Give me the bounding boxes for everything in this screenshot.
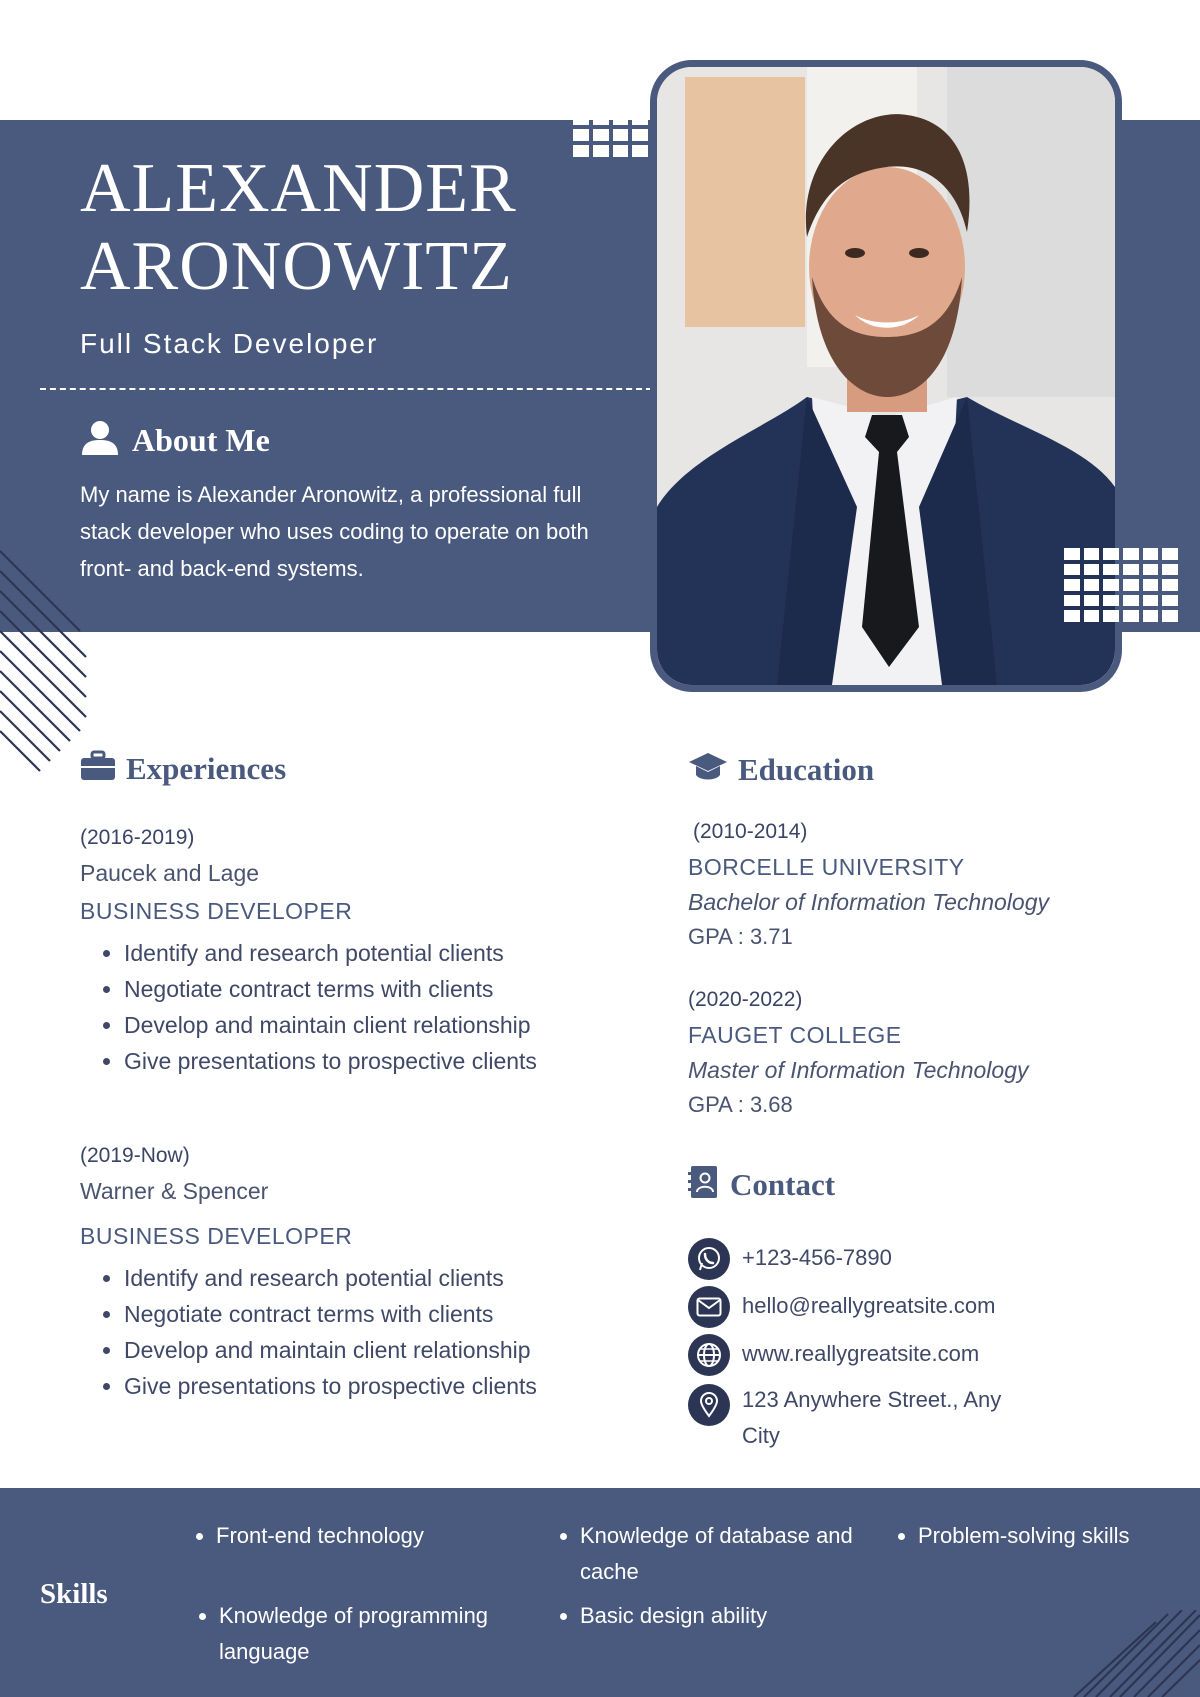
experience-item: [80, 1144, 640, 1404]
name-line-1: ALEXANDER: [80, 150, 517, 227]
education-heading: [688, 750, 874, 789]
contact-heading: [688, 1164, 835, 1205]
list-item: • Knowledge of database and cache: [580, 1518, 854, 1590]
whatsapp-icon: [688, 1238, 730, 1280]
contact-email: [688, 1286, 995, 1328]
education-period: (2020-2022): [688, 988, 803, 1011]
education-item: [688, 988, 1168, 1118]
education-degree: Master of Information Technology: [688, 1057, 1029, 1083]
list-item: • Problem-solving skills: [918, 1518, 1192, 1554]
website-address: www.reallygreatsite.com: [742, 1341, 980, 1366]
experience-item: [80, 826, 640, 1079]
skill-item: [892, 1518, 1192, 1554]
dashed-divider: [40, 388, 652, 390]
about-heading-text: About Me: [132, 421, 270, 458]
skills-label: Skills: [40, 1578, 108, 1610]
phone-number: +123-456-7890: [742, 1245, 892, 1270]
list-item: • Give presentations to prospective clients: [124, 1043, 640, 1079]
list-item: • Identify and research potential clients: [124, 1260, 640, 1296]
skill-item: [554, 1598, 854, 1634]
decorative-stripes-bottom-right: [1070, 1610, 1200, 1697]
experience-bullets: [80, 1260, 640, 1404]
experience-company: Paucek and Lage: [80, 860, 260, 886]
education-item: [688, 820, 1168, 950]
profile-photo: [650, 60, 1122, 692]
mail-icon: [688, 1286, 730, 1328]
list-item: • Negotiate contract terms with clients: [124, 1296, 640, 1332]
education-heading-text: Education: [738, 751, 875, 787]
experiences-heading: [80, 750, 286, 787]
experience-period: (2019-Now): [80, 1144, 190, 1167]
globe-icon: [688, 1334, 730, 1376]
experiences-heading-text: Experiences: [126, 750, 287, 786]
decorative-grid-right: [1064, 548, 1178, 622]
contact-book-icon: [688, 1164, 720, 1205]
location-pin-icon: [688, 1384, 730, 1426]
education-degree: Bachelor of Information Technology: [688, 889, 1049, 915]
list-item: • Develop and maintain client relationship: [124, 1007, 640, 1043]
decorative-stripes-left: [0, 545, 90, 785]
experience-period: (2016-2019): [80, 826, 195, 849]
education-period: (2010-2014): [693, 820, 808, 843]
experience-role: BUSINESS DEVELOPER: [80, 1223, 353, 1249]
skill-item: [190, 1518, 520, 1554]
contact-website: [688, 1334, 979, 1376]
user-icon: [80, 420, 120, 461]
experience-bullets: [80, 935, 640, 1079]
contact-phone: [688, 1238, 892, 1280]
list-item: • Develop and maintain client relationship: [124, 1332, 640, 1368]
street-address: 123 Anywhere Street., Any City: [742, 1387, 1002, 1448]
email-address: hello@reallygreatsite.com: [742, 1293, 996, 1318]
contact-address: [688, 1384, 1018, 1454]
education-gpa: GPA : 3.71: [688, 924, 793, 949]
contact-heading-text: Contact: [730, 1166, 836, 1202]
list-item: • Basic design ability: [580, 1598, 854, 1634]
candidate-name: [80, 150, 640, 306]
experience-company: Warner & Spencer: [80, 1178, 269, 1204]
skill-item: [193, 1598, 533, 1670]
briefcase-icon: [80, 750, 116, 787]
list-item: • Give presentations to prospective clients: [124, 1368, 640, 1404]
job-title: Full Stack Developer: [80, 328, 379, 359]
list-item: • Identify and research potential clients: [124, 935, 640, 971]
list-item: • Knowledge of programming language: [219, 1598, 533, 1670]
education-school: BORCELLE UNIVERSITY: [688, 854, 965, 880]
list-item: • Front-end technology: [216, 1518, 520, 1554]
graduation-cap-icon: [688, 750, 728, 789]
education-gpa: GPA : 3.68: [688, 1092, 793, 1117]
about-heading: [80, 418, 270, 462]
list-item: • Negotiate contract terms with clients: [124, 971, 640, 1007]
about-text: My name is Alexander Aronowitz, a professional full stack developer who uses coding to operate on both front- and back-end systems.: [80, 482, 589, 581]
education-school: FAUGET COLLEGE: [688, 1022, 902, 1048]
experience-role: BUSINESS DEVELOPER: [80, 898, 353, 924]
name-line-2: ARONOWITZ: [80, 228, 513, 305]
skill-item: [554, 1518, 854, 1590]
